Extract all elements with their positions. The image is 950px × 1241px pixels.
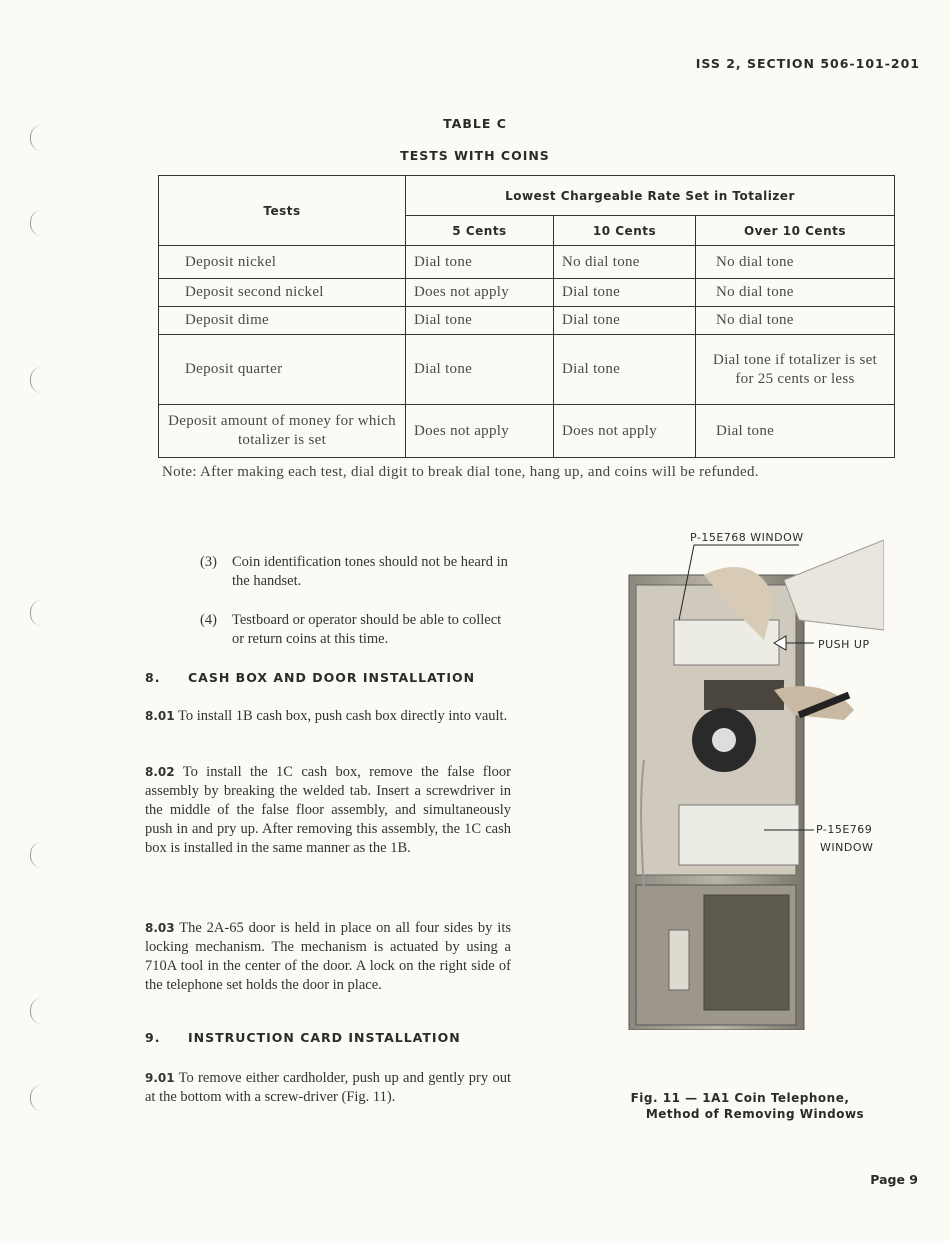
- table-title: TABLE C: [443, 116, 507, 131]
- cell-10-cents: Dial tone: [554, 279, 696, 307]
- paragraph-9-01: [145, 1069, 511, 1107]
- paragraph-text: The 2A-65 door is held in place on all four sides by its locking mechanism. The mechanism is actuated by using a 710A tool in the center of the door. A lock on the right side of the telephone set holds the door in place.: [145, 920, 511, 993]
- cell-10-cents: Does not apply: [554, 405, 696, 458]
- col-header-over-10-cents: Over 10 Cents: [696, 216, 895, 246]
- cell-5-cents: Does not apply: [406, 405, 554, 458]
- table-row: [159, 405, 895, 458]
- cell-5-cents: Dial tone: [406, 246, 554, 279]
- paragraph-number: 8.03: [145, 921, 175, 935]
- cell-5-cents: Does not apply: [406, 279, 554, 307]
- cell-10-cents: Dial tone: [554, 335, 696, 405]
- cell-over-10: No dial tone: [696, 246, 895, 279]
- section-9-heading: INSTRUCTION CARD INSTALLATION: [188, 1030, 461, 1045]
- table-note: Note: After making each test, dial digit to break dial tone, hang up, and coins will be refunded.: [162, 464, 759, 480]
- cell-test: Deposit second nickel: [159, 279, 406, 307]
- margin-mark: [30, 998, 45, 1024]
- page-header: ISS 2, SECTION 506-101-201: [695, 56, 920, 71]
- list-item-3: [200, 553, 512, 591]
- table-subtitle: TESTS WITH COINS: [400, 148, 550, 163]
- paragraph-text: To install the 1C cash box, remove the false floor assembly by breaking the welded tab. Insert a screwdriver in the middle of the false floor assembly, and simultaneously push in and pry up. After removing this assembly, the 1C cash box is installed in the same manner as the 1B.: [145, 764, 511, 856]
- cell-over-10: Dial tone: [696, 405, 895, 458]
- list-item-4: [200, 611, 512, 649]
- paragraph-8-01: [145, 707, 511, 726]
- callout-push-up: PUSH UP: [818, 638, 870, 651]
- paragraph-text: To install 1B cash box, push cash box directly into vault.: [177, 708, 508, 724]
- callout-bottom-window-1: P-15E769: [816, 823, 873, 836]
- cell-10-cents: Dial tone: [554, 307, 696, 335]
- item-number: (3): [200, 554, 217, 570]
- col-header-5-cents: 5 Cents: [406, 216, 554, 246]
- margin-mark: [30, 842, 45, 868]
- paragraph-8-02: [145, 763, 511, 858]
- col-header-tests: Tests: [159, 176, 406, 246]
- paragraph-number: 9.01: [145, 1071, 175, 1085]
- margin-mark: [30, 210, 45, 236]
- callout-top-window: P-15E768 WINDOW: [690, 531, 804, 544]
- section-9-number: 9.: [145, 1030, 161, 1045]
- margin-mark: [30, 367, 45, 393]
- item-number: (4): [200, 612, 217, 628]
- table-row: [159, 335, 895, 405]
- cell-test: Deposit dime: [159, 307, 406, 335]
- cell-test: Deposit nickel: [159, 246, 406, 279]
- coin-telephone-photo: [624, 540, 884, 1030]
- paragraph-8-03: [145, 919, 511, 995]
- margin-mark: [30, 600, 45, 626]
- cell-over-10: No dial tone: [696, 279, 895, 307]
- item-text: Testboard or operator should be able to collect or return coins at this time.: [232, 612, 502, 647]
- cell-test: Deposit amount of money for which totalizer is set: [159, 405, 406, 458]
- table-row: [159, 279, 895, 307]
- page-number: Page 9: [870, 1172, 918, 1187]
- cell-over-10: Dial tone if totalizer is set for 25 cents or less: [696, 335, 895, 405]
- section-8-heading: CASH BOX AND DOOR INSTALLATION: [188, 670, 476, 685]
- paragraph-number: 8.02: [145, 765, 175, 779]
- table-row: [159, 246, 895, 279]
- col-group-header: Lowest Chargeable Rate Set in Totalizer: [406, 176, 895, 216]
- cell-test: Deposit quarter: [159, 335, 406, 405]
- table-row: [159, 307, 895, 335]
- paragraph-text: To remove either cardholder, push up and gently pry out at the bottom with a screw-driver (Fig. 11).: [145, 1070, 511, 1105]
- item-text: Coin identification tones should not be heard in the handset.: [232, 554, 508, 589]
- coin-tests-table: [158, 175, 895, 458]
- paragraph-number: 8.01: [145, 709, 175, 723]
- caption-line-1: Fig. 11 — 1A1 Coin Telephone,: [630, 1091, 850, 1105]
- col-header-10-cents: 10 Cents: [554, 216, 696, 246]
- cell-5-cents: Dial tone: [406, 307, 554, 335]
- cell-over-10: No dial tone: [696, 307, 895, 335]
- cell-5-cents: Dial tone: [406, 335, 554, 405]
- callout-bottom-window-2: WINDOW: [820, 841, 874, 854]
- caption-line-2: Method of Removing Windows: [645, 1107, 865, 1121]
- section-8-number: 8.: [145, 670, 161, 685]
- margin-mark: [30, 1085, 45, 1111]
- cell-10-cents: No dial tone: [554, 246, 696, 279]
- figure-caption: [590, 1090, 890, 1122]
